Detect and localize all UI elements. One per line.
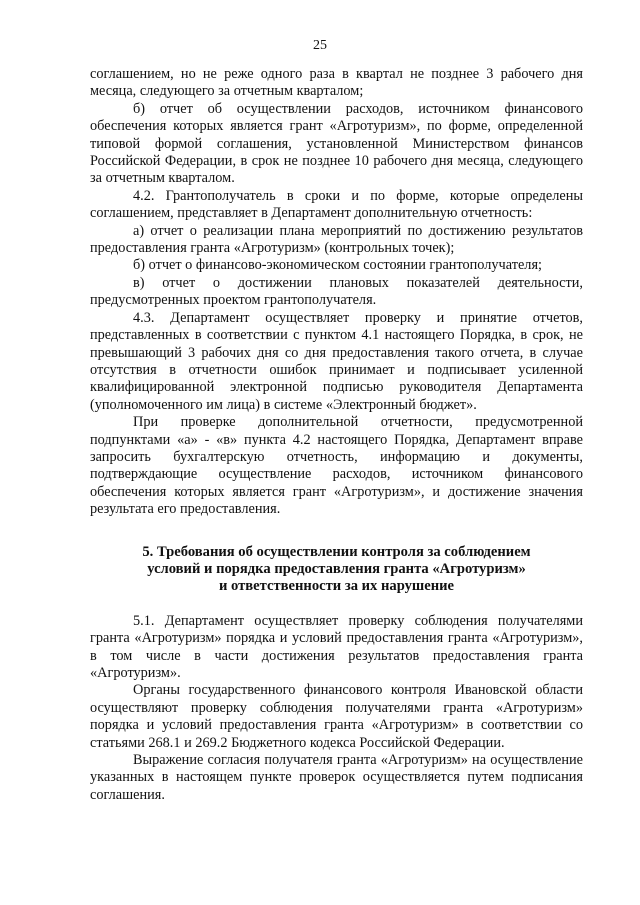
paragraph: При проверке дополнительной отчетности, предусмотренной подпунктами «а» - «в» пункта 4.2 настоящего Порядка, Департамент вправе запросить бухгалтерскую отчетность, информацию и документы, подтверждающие осуществление расходов, источником финансового обеспечения которых является грант «Агротуризм», и достижение значения результата его предоставления.	[90, 414, 583, 518]
section-heading-line: 5. Требования об осуществлении контроля за соблюдением	[142, 543, 531, 560]
page-number: 25	[313, 38, 327, 53]
document-body	[90, 66, 583, 804]
section-heading-line: условий и порядка предоставления гранта «Агротуризм»	[147, 560, 526, 577]
paragraph: а) отчет о реализации плана мероприятий по достижению результатов предоставления гранта «Агротуризм» (контрольных точек);	[90, 222, 583, 257]
paragraph: в) отчет о достижении плановых показателей деятельности, предусмотренных проектом грантополучателя.	[90, 274, 583, 309]
paragraph: 5.1. Департамент осуществляет проверку соблюдения получателями гранта «Агротуризм» порядка и условий предоставления гранта «Агротуризм», в том числе в части достижения результатов предоставления гранта «Агротуризм».	[90, 612, 583, 681]
section-heading	[90, 544, 583, 596]
paragraph: б) отчет об осуществлении расходов, источником финансового обеспечения которых является грант «Агротуризм», по форме, определенной типовой формой соглашения, установленной Министерством финансов Российской Федерации, в срок не позднее 10 рабочего дня месяца, следующего за отчетным кварталом.	[90, 100, 583, 187]
paragraph: Органы государственного финансового контроля Ивановской области осуществляют проверку соблюдения получателями гранта «Агротуризм» порядка и условий предоставления гранта «Агротуризм» в соответствии со статьями 268.1 и 269.2 Бюджетного кодекса Российской Федерации.	[90, 682, 583, 751]
paragraph: 4.2. Грантополучатель в сроки и по форме, которые определены соглашением, представляет в Департамент дополнительную отчетность:	[90, 187, 583, 222]
paragraph: 4.3. Департамент осуществляет проверку и принятие отчетов, представленных в соответствии с пунктом 4.1 настоящего Порядка, в срок, не превышающий 3 рабочих дня со дня предоставления такого отчета, в случае отсутствия в отчетности ошибок принимает и подписывает усиленной квалифицированной электронной подписью руководителя Департамента (уполномоченного им лица) в системе «Электронный бюджет».	[90, 309, 583, 413]
paragraph: б) отчет о финансово-экономическом состоянии грантополучателя;	[133, 257, 542, 274]
paragraph: соглашением, но не реже одного раза в квартал не позднее 3 рабочего дня месяца, следующего за отчетным кварталом;	[90, 66, 583, 100]
paragraph: Выражение согласия получателя гранта «Агротуризм» на осуществление указанных в настоящем пункте проверок осуществляется путем подписания соглашения.	[90, 752, 583, 803]
section-heading-line: и ответственности за их нарушение	[218, 578, 455, 595]
